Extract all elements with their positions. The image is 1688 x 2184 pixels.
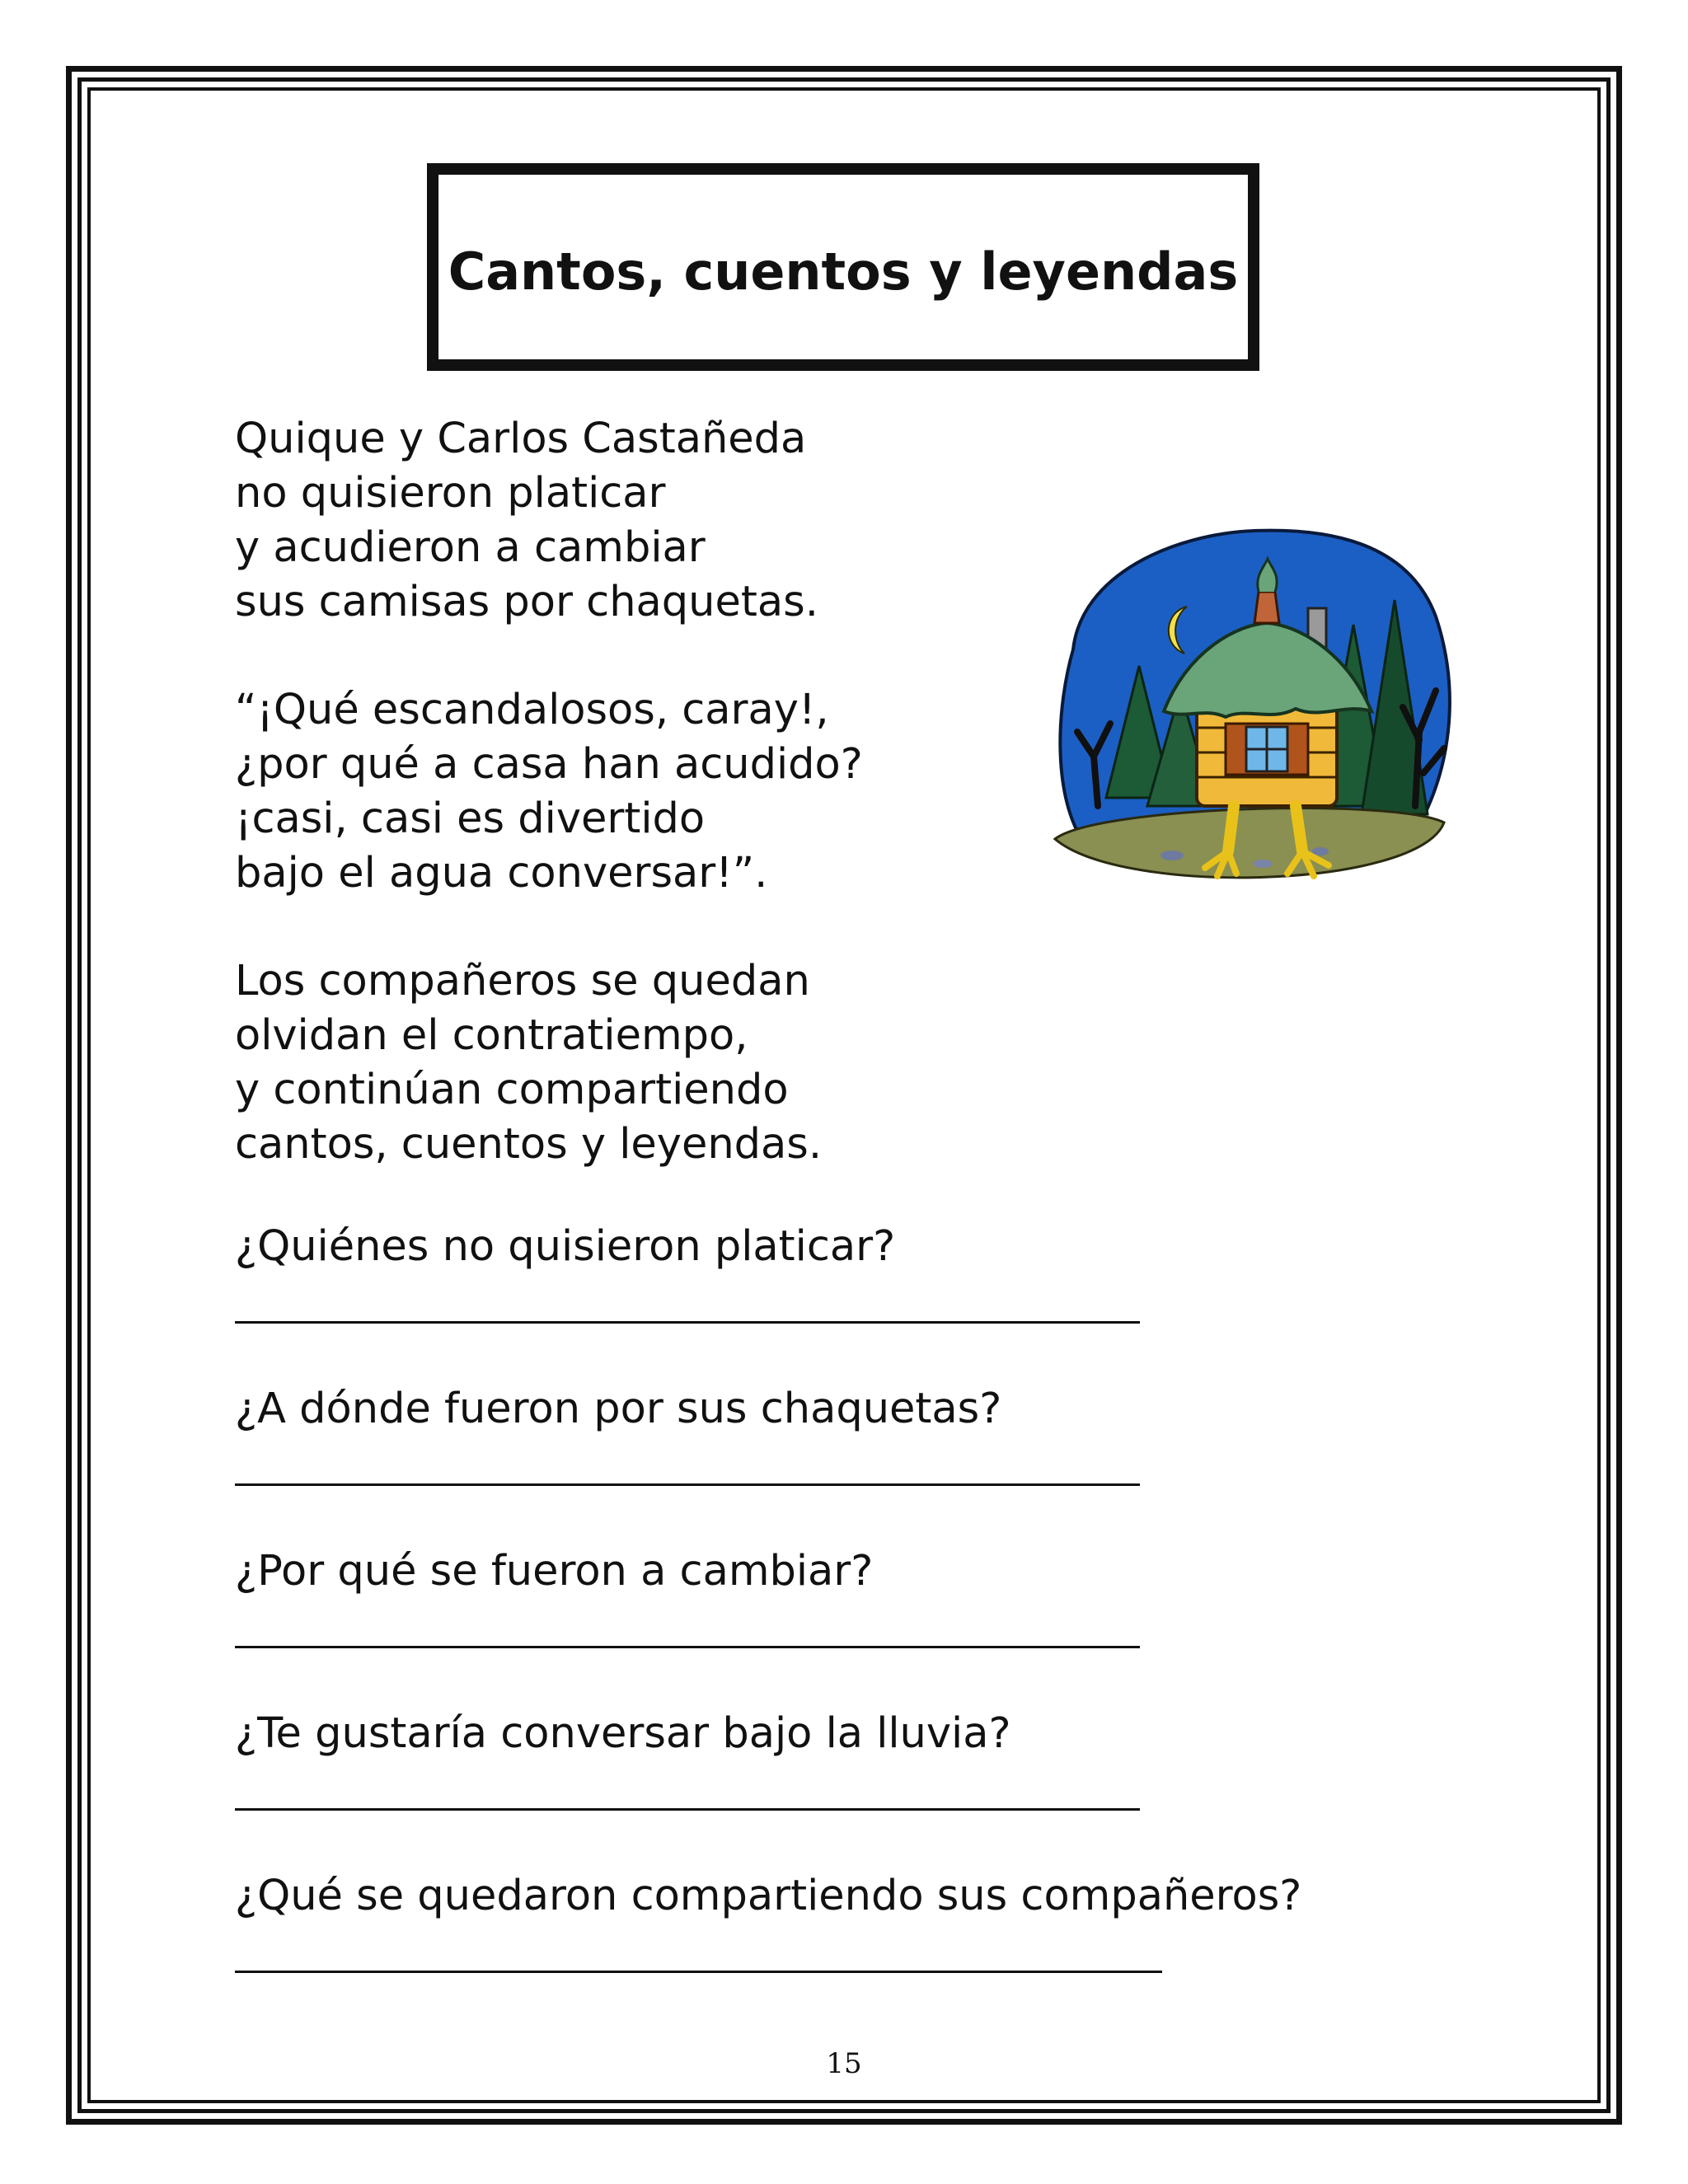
answer-line[interactable] xyxy=(235,1483,1140,1486)
poem-line: cantos, cuentos y leyendas. xyxy=(235,1120,823,1169)
answer-line[interactable] xyxy=(235,1321,1140,1324)
poem-line: ¿por qué a casa han acudido? xyxy=(235,740,863,789)
question-text: ¿Por qué se fueron a cambiar? xyxy=(235,1547,874,1596)
poem-stanza-3 xyxy=(235,954,1059,1172)
title-box xyxy=(427,163,1259,371)
poem-line: olvidan el contratiempo, xyxy=(235,1011,748,1060)
poem-line: Los compañeros se quedan xyxy=(235,957,810,1005)
answer-line[interactable] xyxy=(235,1971,1162,1973)
poem xyxy=(235,412,1059,1226)
question-item xyxy=(235,1869,1389,2032)
poem-line: sus camisas por chaquetas. xyxy=(235,578,818,626)
poem-line: y acudieron a cambiar xyxy=(235,523,706,572)
questions xyxy=(235,1220,1389,2032)
answer-line[interactable] xyxy=(235,1808,1140,1811)
question-text: ¿Quiénes no quisieron platicar? xyxy=(235,1222,896,1271)
question-item xyxy=(235,1382,1389,1544)
question-text: ¿Te gustaría conversar bajo la lluvia? xyxy=(235,1709,1011,1758)
question-item xyxy=(235,1544,1389,1707)
page-number: 15 xyxy=(826,2047,862,2080)
question-text: ¿A dónde fueron por sus chaquetas? xyxy=(235,1385,1002,1433)
question-item xyxy=(235,1220,1389,1382)
poem-line: y continúan compartiendo xyxy=(235,1066,789,1114)
poem-line: “¡Qué escandalosos, caray!, xyxy=(235,686,829,734)
poem-line: bajo el agua conversar!”. xyxy=(235,849,768,898)
poem-line: Quique y Carlos Castañeda xyxy=(235,415,807,463)
question-item xyxy=(235,1707,1389,1869)
question-text: ¿Qué se quedaron compartiendo sus compañeros? xyxy=(235,1872,1302,1920)
poem-stanza-1 xyxy=(235,412,1059,630)
hut-on-chicken-legs-icon xyxy=(1048,526,1457,897)
poem-line: no quisieron platicar xyxy=(235,469,666,518)
poem-stanza-2 xyxy=(235,683,1059,901)
poem-line: ¡casi, casi es divertido xyxy=(235,794,706,843)
roof-top-shape xyxy=(1254,592,1279,623)
page-title: Cantos, cuentos y leyendas xyxy=(448,241,1239,302)
answer-line[interactable] xyxy=(235,1646,1140,1648)
